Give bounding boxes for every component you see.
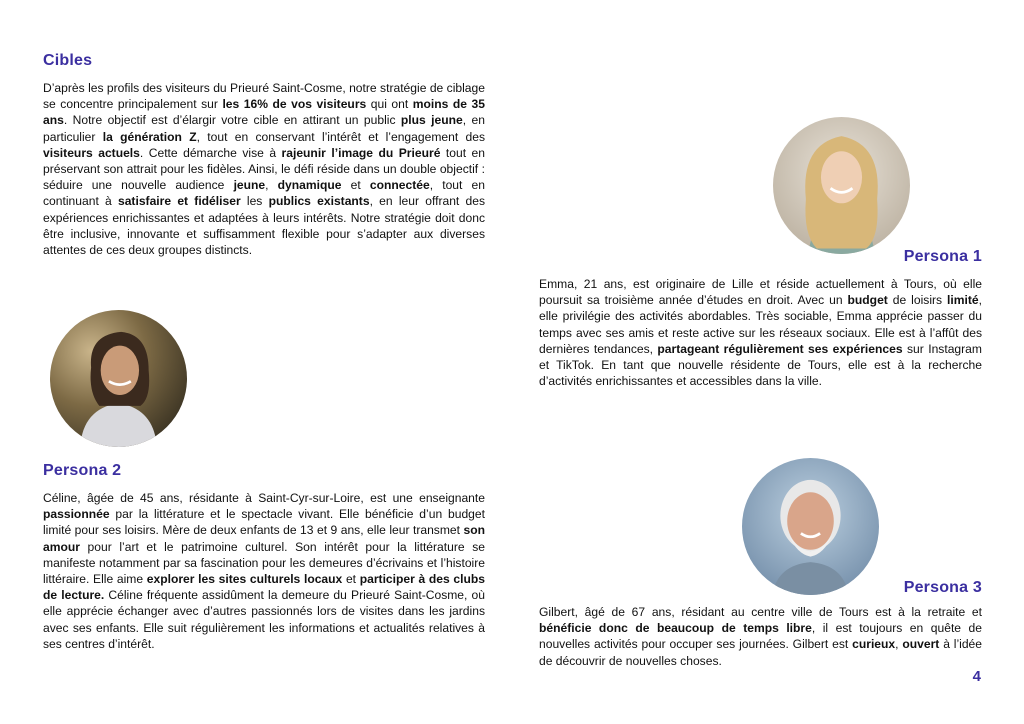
text-run: , bbox=[895, 637, 903, 652]
text-run: , tout en conservant l’intérêt et l’engagement des bbox=[196, 129, 486, 144]
persona-2-title: Persona 2 bbox=[43, 462, 122, 479]
text-run: à l’idée de découvrir de nouvelles choses. bbox=[539, 637, 983, 668]
bold-text: la génération Z bbox=[102, 129, 197, 144]
bold-text: explorer les sites culturels locaux bbox=[146, 572, 343, 587]
persona-1-paragraph bbox=[539, 276, 982, 389]
text-run: . Notre objectif est d’élargir votre cible en attirant un public bbox=[63, 113, 401, 128]
text-run: . Cette démarche vise à bbox=[139, 145, 282, 160]
persona-1-photo bbox=[773, 117, 910, 254]
persona-1-title: Persona 1 bbox=[903, 248, 982, 265]
text-run: , en leur offrant des expériences enrichissantes et adaptées à leurs intérêts. Notre stratégie doit donc être inclusive, innovante et suffisamment flexible pour s’adapter aux diverses attentes de ces deux groupes distincts. bbox=[43, 194, 485, 258]
text-run: sur Instagram et TikTok. En tant que nouvelle résidente de Tours, elle est à la recherche d’activités enrichissantes et accessibles dans la ville. bbox=[539, 341, 982, 389]
persona-3-paragraph bbox=[539, 604, 982, 669]
bold-text: curieux bbox=[852, 637, 896, 652]
persona-2-photo bbox=[50, 310, 187, 447]
text-run: , elle privilégie des activités abordables. Très sociable, Emma apprécie passer du temps avec ses amis et reste active sur les réseaux sociaux. Elle est à l’affût des dernières tendances, bbox=[539, 293, 982, 356]
text-run: tout en préservant son attrait pour les fidèles. Ainsi, le défi réside dans un double objectif : séduire une nouvelle audience bbox=[43, 145, 485, 193]
text-run: qui ont bbox=[366, 97, 413, 112]
bold-text: les 16% de vos visiteurs bbox=[222, 97, 367, 112]
persona-2-paragraph bbox=[43, 490, 485, 652]
text-run: de loisirs bbox=[887, 293, 948, 308]
bold-text: moins de 35 ans bbox=[43, 97, 486, 128]
text-run: Céline, âgée de 45 ans, résidante à Saint-Cyr-sur-Loire, est une enseignante bbox=[43, 491, 485, 505]
bold-text: connectée bbox=[369, 178, 430, 193]
page-number: 4 bbox=[972, 668, 981, 685]
text-run: Emma, 21 ans, est originaire de Lille et réside actuellement à Tours, où elle poursuit sa troisième année d’études en droit. Avec un bbox=[539, 277, 982, 308]
text-run: , tout en continuant à bbox=[43, 178, 485, 209]
text-run: Céline fréquente assidûment la demeure du Prieuré Saint-Cosme, où elle apprécie échanger avec d’autres passionnés lors de visites dans les jardins avec ses enfants. Elle suit régulièrement les informations et actualités relatives à ses centres d’intérêt. bbox=[43, 588, 485, 651]
text-run: et bbox=[341, 178, 370, 193]
text-run: , il est toujours en quête de nouvelles activités pour occuper ses journées. Gilbert est bbox=[539, 621, 982, 652]
bold-text: rajeunir l’image du Prieuré bbox=[281, 145, 441, 160]
text-run: D’après les profils des visiteurs du Prieuré Saint-Cosme, notre stratégie de ciblage se concentre principalement sur bbox=[43, 81, 485, 112]
bold-text: partageant régulièrement ses expériences bbox=[657, 341, 903, 356]
bold-text: passionnée bbox=[43, 507, 110, 522]
bold-text: jeune bbox=[233, 178, 266, 193]
text-run: Gilbert, âgé de 67 ans, résidant au centre ville de Tours est à la retraite et bbox=[539, 605, 982, 619]
cibles-title: Cibles bbox=[43, 52, 93, 69]
text-run: et bbox=[342, 572, 360, 587]
bold-text: limité bbox=[947, 293, 979, 308]
bold-text: satisfaire et fidéliser bbox=[117, 194, 241, 209]
persona-3-title: Persona 3 bbox=[903, 579, 982, 596]
bold-text: son amour bbox=[43, 523, 485, 554]
bold-text: plus jeune bbox=[400, 113, 463, 128]
cibles-paragraph bbox=[43, 80, 485, 258]
text-run: , en particulier bbox=[43, 113, 485, 144]
bold-text: participer à des clubs de lecture. bbox=[43, 572, 485, 603]
bold-text: ouvert bbox=[902, 637, 940, 652]
bold-text: visiteurs actuels bbox=[43, 145, 140, 160]
text-run: les bbox=[240, 194, 269, 209]
bold-text: dynamique bbox=[277, 178, 342, 193]
persona-3-photo bbox=[742, 458, 879, 595]
text-run: pour l’art et le patrimoine culturel. Son intérêt pour la littérature se manifeste notamment par sa fascination pour les demeures d’écrivains et l’histoire littéraire. Elle aime bbox=[43, 539, 485, 587]
bold-text: publics existants bbox=[268, 194, 370, 209]
bold-text: bénéficie donc de beaucoup de temps libre bbox=[539, 621, 812, 636]
text-run: par la littérature et le spectacle vivant. Elle bénéficie d’un budget limité pour ses loisirs. Mère de deux enfants de 13 et 9 ans, elle leur transmet bbox=[43, 507, 485, 538]
text-run: , bbox=[265, 178, 278, 193]
bold-text: budget bbox=[847, 293, 888, 308]
